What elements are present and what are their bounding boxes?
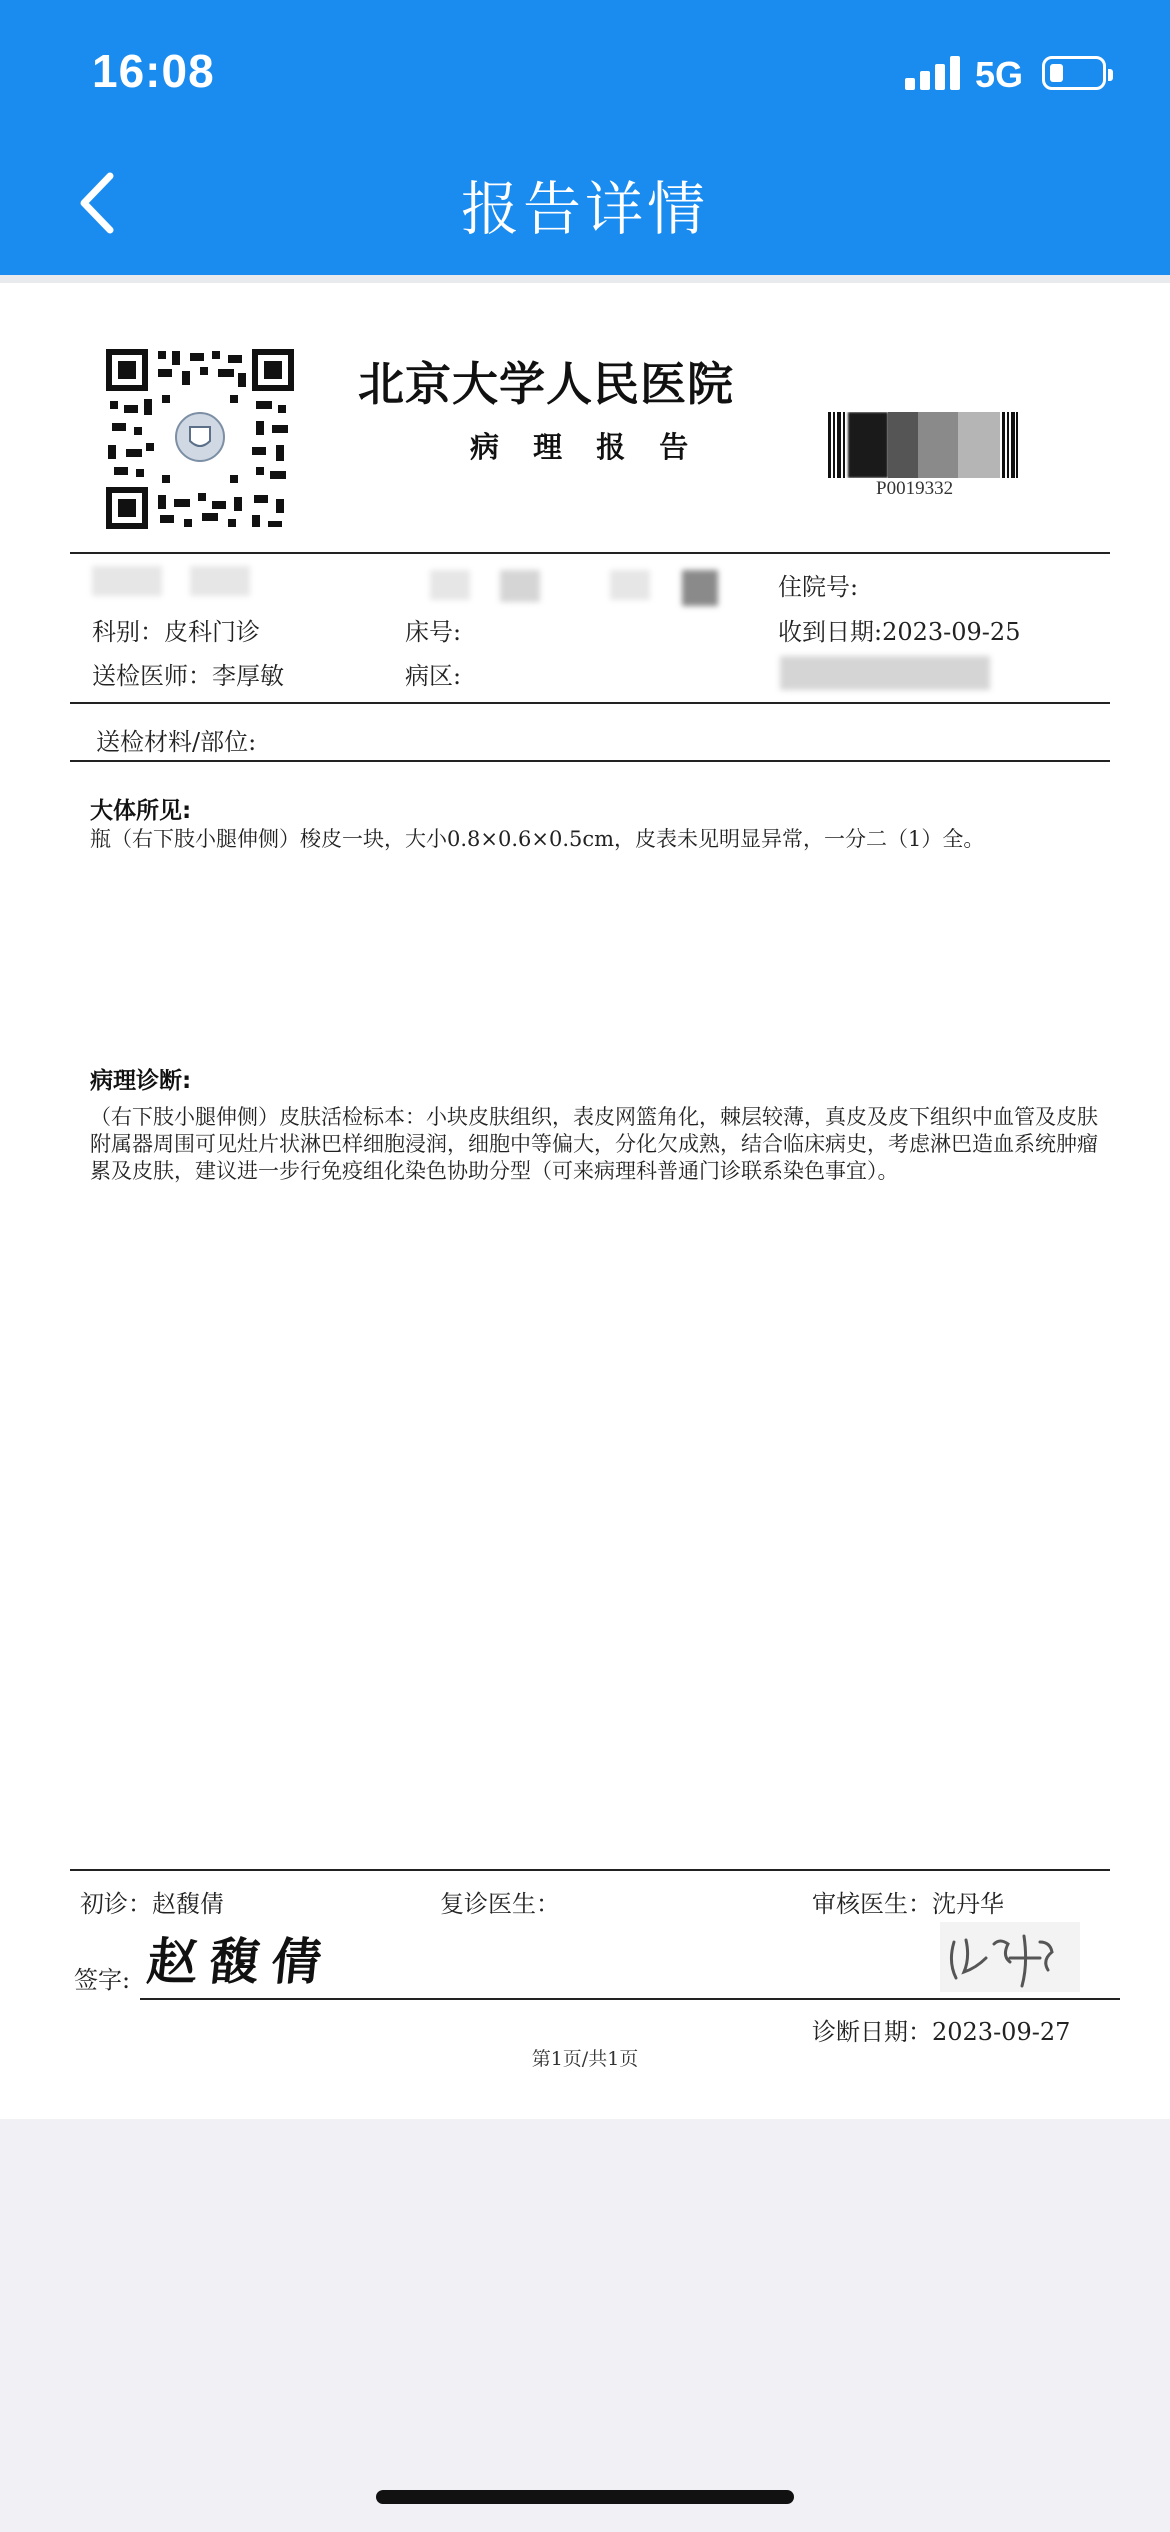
- gross-findings-text: 瓶（右下肢小腿伸侧）梭皮一块，大小0.8×0.6×0.5cm，皮表未见明显异常，一分二（1）全。: [90, 827, 985, 851]
- report-document: [0, 283, 1170, 2119]
- received-date: 收到日期:2023-09-25: [778, 618, 1021, 646]
- hospital-name: 北京大学人民医院: [358, 357, 734, 411]
- signature: 赵馥倩: [144, 1932, 337, 1991]
- inpatient-no-label: 住院号:: [778, 573, 859, 601]
- redacted-age: [610, 570, 650, 600]
- redacted-age: [682, 570, 718, 606]
- gross-findings-title: 大体所见:: [90, 798, 192, 824]
- divider: [70, 552, 1110, 554]
- redacted-name: [92, 566, 162, 596]
- home-indicator[interactable]: [376, 2490, 794, 2504]
- divider: [70, 1869, 1110, 1871]
- barcode-icon: [828, 412, 1018, 478]
- network-type: 5G: [975, 54, 1024, 95]
- referring-doctor: 送检医师：李厚敏: [92, 662, 284, 690]
- diagnosis-title: 病理诊断:: [90, 1068, 192, 1094]
- diagnosis-text: （右下肢小腿伸侧）皮肤活检标本：小块皮肤组织，表皮网篮角化，棘层较薄，真皮及皮下组织中血管及皮肤附属器周围可见灶片状淋巴样细胞浸润，细胞中等偏大，分化欠成熟，结合临床病史，考虑淋巴造血系统肿瘤累及皮肤，建议进一步行免疫组化染色协助分型（可来病理科普通门诊联系染色事宜）。: [90, 1105, 1098, 1183]
- department: 科别：皮科门诊: [92, 618, 260, 646]
- review-doctor: 复诊医生：: [440, 1890, 560, 1918]
- redacted-name: [190, 566, 250, 596]
- divider: [70, 760, 1110, 762]
- redacted-gender: [430, 570, 470, 600]
- barcode-number: P0019332: [876, 478, 954, 499]
- material-label: 送检材料/部位:: [96, 728, 257, 756]
- signal-strength-icon: [905, 56, 961, 90]
- ward-label: 病区:: [405, 662, 462, 690]
- sheet-shadow: [0, 275, 1170, 283]
- redacted-gender: [500, 570, 540, 602]
- qr-code-icon: [106, 349, 294, 529]
- battery-icon: [1042, 56, 1106, 90]
- page-title: 报告详情: [460, 175, 709, 243]
- redacted-sample-info: [780, 656, 990, 690]
- divider: [140, 1998, 1120, 2000]
- bed-label: 床号:: [405, 618, 462, 646]
- audit-doctor: 审核医生：沈丹华: [812, 1890, 1004, 1918]
- status-time: 16:08: [92, 45, 215, 97]
- report-subtitle: 病 理 报 告: [470, 430, 701, 464]
- diagnosis-date: 诊断日期：2023-09-27: [812, 2018, 1071, 2046]
- audit-signature-icon: [940, 1922, 1080, 1992]
- sign-label: 签字:: [74, 1966, 131, 1994]
- page-number: 第1页/共1页: [531, 2048, 639, 2070]
- initial-doctor: 初诊：赵馥倩: [80, 1890, 224, 1918]
- divider: [70, 702, 1110, 704]
- app-header: [0, 0, 1170, 275]
